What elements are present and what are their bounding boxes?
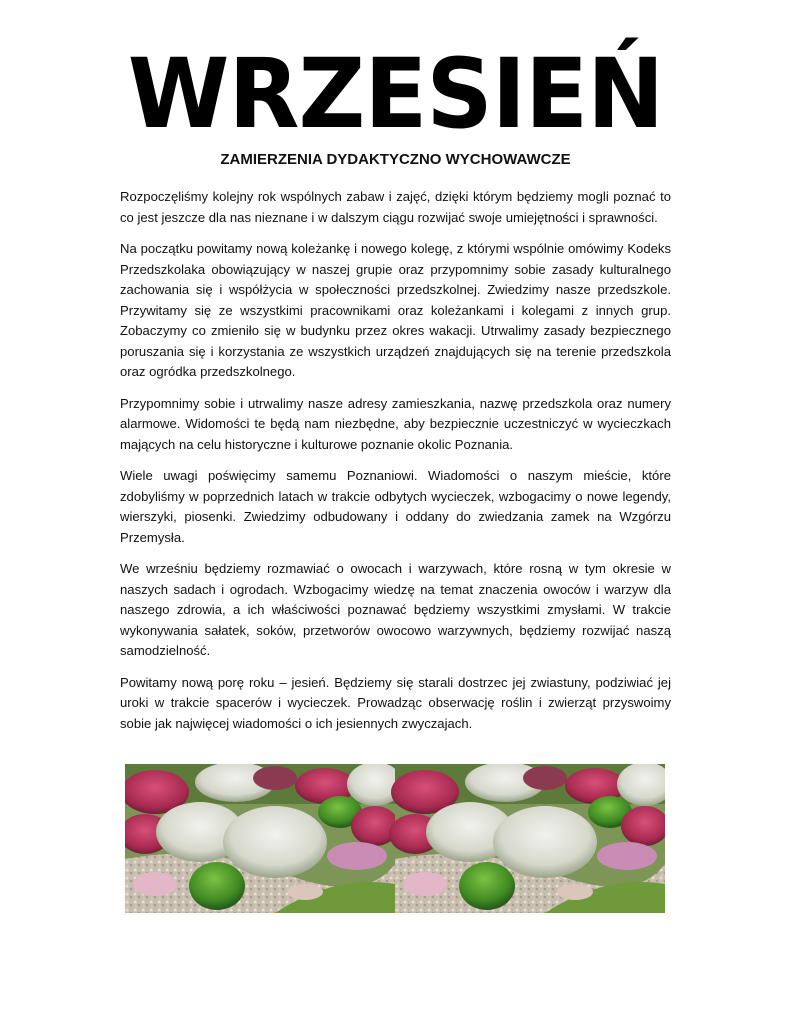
article-body <box>120 187 671 745</box>
paragraph-addresses: Przypomnimy sobie i utrwalimy nasze adresy zamieszkania, nazwę przedszkola oraz numery alarmowe. Widomości te będą nam niezbędne, aby bezpiecznie uczestniczyć w wycieczkach mających na celu historyczne i kulturowe poznanie okolic Poznania. <box>120 395 671 452</box>
page-title: WRZESIEŃ <box>127 38 664 150</box>
page-subtitle: ZAMIERZENIA DYDAKTYCZNO WYCHOWAWCZE <box>220 151 571 168</box>
paragraph-poznan: Wiele uwagi poświęcimy samemu Poznaniowi. Wiadomości o naszym mieście, które zdobyliśmy w poprzednich latach w trakcie odbytych wycieczek, wzbogacimy o nowe legendy, wierszyki, piosenki. Zwiedzimy odbudowany i oddany do zwiedzania zamek na Wzgórzu Przemysła. <box>120 468 671 545</box>
paragraph-fruits-vegetables: We wrześniu będziemy rozmawiać o owocach i warzywach, które rosną w tym okresie w naszych sadach i ogrodach. Wzbogacimy wiedzę na temat znaczenia owoców i warzyw dla naszego zdrowia, a ich właściwości poznawać będziemy wszystkimi zmysłami. W trakcie wykonywania sałatek, soków, przetworów owocowo warzywnych, będziemy rozwijać naszą samodzielność. <box>120 561 671 658</box>
paragraph-autumn: Powitamy nową porę roku – jesień. Będziemy się starali dostrzec jej zwiastuny, podziwiać jej uroki w trakcie spacerów i wycieczek. Prowadząc obserwację roślin i zwierząt przyswoimy sobie jak najwięcej wiadomości o ich jesiennych zwyczajach. <box>120 674 671 731</box>
heather-garden-illustration <box>125 764 665 913</box>
paragraph-intro: Rozpoczęliśmy kolejny rok wspólnych zabaw i zajęć, dzięki którym będziemy mogli poznać to co jest jeszcze dla nas nieznane i w dalszym ciągu rozwijać swoje umiejętności i sprawności. <box>120 189 671 225</box>
paragraph-welcome: Na początku powitamy nową koleżankę i nowego kolegę, z którymi wspólnie omówimy Kodeks Przedszkolaka obowiązujący w naszej grupie oraz przypomnimy sobie zasady kulturalnego zachowania się i współżycia w społeczności przedszkolnej. Zwiedzimy nasze przedszkole. Przywitamy się ze wszystkimi pracownikami oraz koleżankami i kolegami z innych grup. Zobaczymy co zmieniło się w budynku przez okres wakacji. Utrwalimy zasady bezpiecznego poruszania się i korzystania ze wszystkich urządzeń znajdujących się na terenie przedszkola oraz ogródka przedszkolnego. <box>120 241 671 379</box>
heather-garden-photo <box>125 764 665 913</box>
